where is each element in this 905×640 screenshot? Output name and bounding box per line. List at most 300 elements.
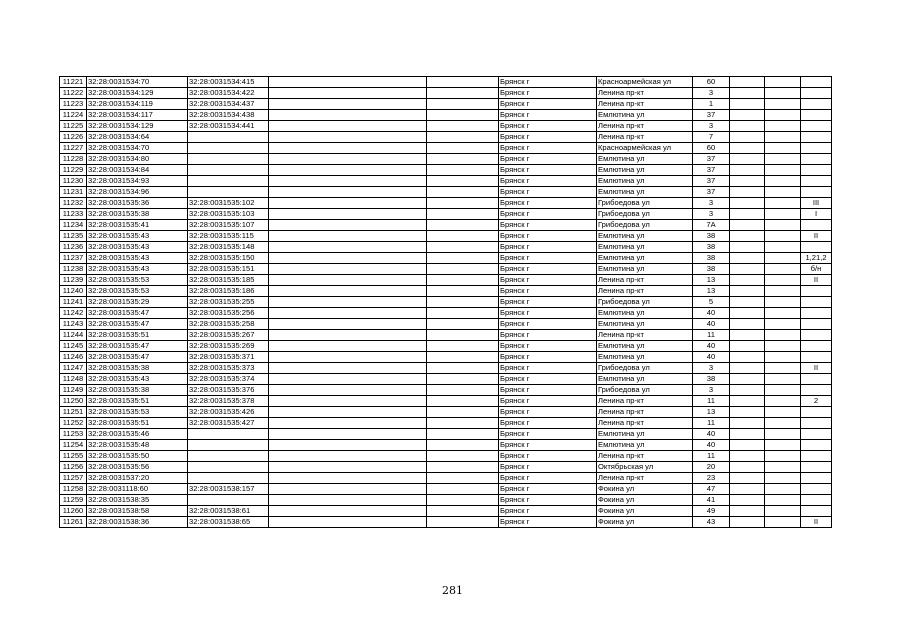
cell-city: Брянск г: [499, 484, 597, 495]
cell-extra: [801, 132, 832, 143]
cell-related-cadastral-number: [188, 154, 269, 165]
cell-empty: [765, 176, 801, 187]
cell-empty: [427, 484, 499, 495]
cell-row-number: 11252: [60, 418, 87, 429]
cell-empty: [427, 77, 499, 88]
cell-row-number: 11256: [60, 462, 87, 473]
cell-row-number: 11228: [60, 154, 87, 165]
cell-empty: [427, 396, 499, 407]
cell-empty: [269, 187, 427, 198]
cell-house-number: 38: [693, 374, 730, 385]
cell-cadastral-number: 32:28:0031535:51: [87, 396, 188, 407]
cell-related-cadastral-number: 32:28:0031534:415: [188, 77, 269, 88]
cell-extra: [801, 77, 832, 88]
cell-cadastral-number: 32:28:0031534:64: [87, 132, 188, 143]
cell-row-number: 11255: [60, 451, 87, 462]
table-row: [60, 165, 832, 176]
table-row: [60, 385, 832, 396]
cell-house-number: 38: [693, 253, 730, 264]
cell-city: Брянск г: [499, 495, 597, 506]
cell-cadastral-number: 32:28:0031535:47: [87, 308, 188, 319]
cell-empty: [427, 330, 499, 341]
cell-empty: [427, 198, 499, 209]
cell-house-number: 40: [693, 429, 730, 440]
cell-extra: I: [801, 209, 832, 220]
cell-extra: 2: [801, 396, 832, 407]
cell-related-cadastral-number: 32:28:0031534:438: [188, 110, 269, 121]
cell-cadastral-number: 32:28:0031535:47: [87, 341, 188, 352]
cell-empty: [765, 374, 801, 385]
cell-empty: [765, 275, 801, 286]
cell-street: Емлютина ул: [597, 319, 693, 330]
cell-city: Брянск г: [499, 198, 597, 209]
table-row: [60, 363, 832, 374]
cell-house-number: 23: [693, 473, 730, 484]
cell-empty: [765, 330, 801, 341]
cell-empty: [730, 121, 765, 132]
cell-extra: [801, 374, 832, 385]
cell-cadastral-number: 32:28:0031535:36: [87, 198, 188, 209]
table-row: [60, 198, 832, 209]
cell-empty: [269, 275, 427, 286]
cell-empty: [269, 220, 427, 231]
cell-extra: [801, 99, 832, 110]
table-row: [60, 495, 832, 506]
cell-empty: [765, 154, 801, 165]
cell-empty: [765, 88, 801, 99]
cell-street: Ленина пр-кт: [597, 88, 693, 99]
cell-row-number: 11230: [60, 176, 87, 187]
cell-related-cadastral-number: 32:28:0031535:256: [188, 308, 269, 319]
cell-empty: [730, 330, 765, 341]
cell-extra: [801, 319, 832, 330]
cell-cadastral-number: 32:28:0031535:47: [87, 319, 188, 330]
cell-cadastral-number: 32:28:0031534:80: [87, 154, 188, 165]
cell-house-number: 37: [693, 154, 730, 165]
cell-empty: [269, 440, 427, 451]
cell-related-cadastral-number: 32:28:0031535:115: [188, 231, 269, 242]
cell-house-number: 13: [693, 407, 730, 418]
cell-empty: [730, 99, 765, 110]
table-row: [60, 121, 832, 132]
cell-cadastral-number: 32:28:0031534:70: [87, 143, 188, 154]
cell-house-number: 40: [693, 319, 730, 330]
cell-street: Красноармейская ул: [597, 143, 693, 154]
cell-street: Емлютина ул: [597, 352, 693, 363]
cell-street: Емлютина ул: [597, 242, 693, 253]
cell-related-cadastral-number: 32:28:0031534:441: [188, 121, 269, 132]
cell-related-cadastral-number: 32:28:0031535:378: [188, 396, 269, 407]
cell-related-cadastral-number: 32:28:0031535:374: [188, 374, 269, 385]
cell-cadastral-number: 32:28:0031535:43: [87, 231, 188, 242]
cell-empty: [730, 286, 765, 297]
cell-row-number: 11234: [60, 220, 87, 231]
cell-empty: [427, 88, 499, 99]
cell-street: Фокина ул: [597, 484, 693, 495]
cell-extra: [801, 451, 832, 462]
cell-empty: [730, 165, 765, 176]
table-row: [60, 253, 832, 264]
cell-city: Брянск г: [499, 231, 597, 242]
table-row: [60, 231, 832, 242]
cell-cadastral-number: 32:28:0031534:129: [87, 88, 188, 99]
cell-street: Грибоедова ул: [597, 198, 693, 209]
cell-extra: [801, 154, 832, 165]
cell-city: Брянск г: [499, 385, 597, 396]
cell-related-cadastral-number: 32:28:0031535:107: [188, 220, 269, 231]
cell-row-number: 11254: [60, 440, 87, 451]
cell-cadastral-number: 32:28:0031535:38: [87, 209, 188, 220]
cell-cadastral-number: 32:28:0031538:58: [87, 506, 188, 517]
cell-row-number: 11246: [60, 352, 87, 363]
table-row: [60, 132, 832, 143]
cell-empty: [730, 308, 765, 319]
cell-cadastral-number: 32:28:0031537:20: [87, 473, 188, 484]
cell-empty: [730, 220, 765, 231]
cell-house-number: 20: [693, 462, 730, 473]
cell-empty: [269, 176, 427, 187]
cell-city: Брянск г: [499, 264, 597, 275]
cell-empty: [765, 407, 801, 418]
table-row: [60, 176, 832, 187]
cell-city: Брянск г: [499, 363, 597, 374]
cell-empty: [730, 110, 765, 121]
table-row: [60, 462, 832, 473]
cell-empty: [269, 242, 427, 253]
cell-row-number: 11224: [60, 110, 87, 121]
cell-city: Брянск г: [499, 374, 597, 385]
cell-city: Брянск г: [499, 176, 597, 187]
table-body: [60, 77, 832, 528]
cell-row-number: 11222: [60, 88, 87, 99]
cell-row-number: 11241: [60, 297, 87, 308]
cell-house-number: 43: [693, 517, 730, 528]
cell-cadastral-number: 32:28:0031534:84: [87, 165, 188, 176]
table-row: [60, 286, 832, 297]
table-row: [60, 220, 832, 231]
cell-empty: [269, 308, 427, 319]
cell-empty: [427, 363, 499, 374]
cell-empty: [269, 363, 427, 374]
cell-city: Брянск г: [499, 110, 597, 121]
table-row: [60, 473, 832, 484]
cell-cadastral-number: 32:28:0031535:43: [87, 242, 188, 253]
cell-house-number: 1: [693, 99, 730, 110]
cell-extra: [801, 143, 832, 154]
cell-empty: [730, 385, 765, 396]
cell-city: Брянск г: [499, 396, 597, 407]
cell-empty: [730, 440, 765, 451]
cell-row-number: 11245: [60, 341, 87, 352]
cell-empty: [765, 352, 801, 363]
cell-empty: [427, 187, 499, 198]
cell-empty: [269, 506, 427, 517]
cell-empty: [427, 165, 499, 176]
cell-city: Брянск г: [499, 286, 597, 297]
cell-related-cadastral-number: 32:28:0031534:437: [188, 99, 269, 110]
cell-empty: [730, 187, 765, 198]
cell-related-cadastral-number: [188, 132, 269, 143]
cell-cadastral-number: 32:28:0031535:53: [87, 275, 188, 286]
cell-empty: [730, 253, 765, 264]
cell-cadastral-number: 32:28:0031538:36: [87, 517, 188, 528]
cell-empty: [427, 418, 499, 429]
cell-city: Брянск г: [499, 187, 597, 198]
cell-empty: [765, 517, 801, 528]
cell-street: Емлютина ул: [597, 341, 693, 352]
cell-empty: [730, 341, 765, 352]
cell-city: Брянск г: [499, 352, 597, 363]
table-row: [60, 374, 832, 385]
cell-empty: [765, 187, 801, 198]
cell-street: Емлютина ул: [597, 110, 693, 121]
cell-empty: [427, 352, 499, 363]
cell-empty: [269, 231, 427, 242]
cell-city: Брянск г: [499, 440, 597, 451]
cell-empty: [427, 242, 499, 253]
cell-empty: [427, 275, 499, 286]
cell-empty: [765, 363, 801, 374]
cell-cadastral-number: 32:28:0031534:119: [87, 99, 188, 110]
cell-cadastral-number: 32:28:0031534:117: [87, 110, 188, 121]
cell-extra: [801, 418, 832, 429]
cell-empty: [730, 264, 765, 275]
cell-house-number: 47: [693, 484, 730, 495]
cell-empty: [269, 495, 427, 506]
table-row: [60, 242, 832, 253]
cell-cadastral-number: 32:28:0031534:93: [87, 176, 188, 187]
cell-extra: [801, 495, 832, 506]
cell-empty: [269, 352, 427, 363]
table-row: [60, 264, 832, 275]
cell-empty: [765, 286, 801, 297]
cell-related-cadastral-number: [188, 473, 269, 484]
table-row: [60, 407, 832, 418]
table-row: [60, 187, 832, 198]
cell-empty: [427, 407, 499, 418]
cell-row-number: 11242: [60, 308, 87, 319]
cell-house-number: 3: [693, 209, 730, 220]
cell-house-number: 40: [693, 352, 730, 363]
cell-street: Ленина пр-кт: [597, 473, 693, 484]
cell-street: Емлютина ул: [597, 374, 693, 385]
table-row: [60, 275, 832, 286]
cell-cadastral-number: 32:28:0031535:38: [87, 363, 188, 374]
cell-city: Брянск г: [499, 330, 597, 341]
cell-cadastral-number: 32:28:0031535:43: [87, 374, 188, 385]
cell-empty: [427, 374, 499, 385]
cell-empty: [427, 297, 499, 308]
cell-street: Грибоедова ул: [597, 385, 693, 396]
cell-empty: [765, 385, 801, 396]
cell-row-number: 11248: [60, 374, 87, 385]
cell-cadastral-number: 32:28:0031535:53: [87, 407, 188, 418]
cell-empty: [730, 231, 765, 242]
cell-empty: [269, 264, 427, 275]
cell-empty: [269, 451, 427, 462]
cell-city: Брянск г: [499, 77, 597, 88]
cell-empty: [269, 209, 427, 220]
cell-row-number: 11232: [60, 198, 87, 209]
cell-empty: [730, 275, 765, 286]
cell-extra: II: [801, 231, 832, 242]
cell-empty: [269, 407, 427, 418]
cell-city: Брянск г: [499, 429, 597, 440]
cell-house-number: 3: [693, 121, 730, 132]
cell-extra: [801, 187, 832, 198]
cell-empty: [730, 77, 765, 88]
cell-street: Емлютина ул: [597, 187, 693, 198]
cell-empty: [269, 517, 427, 528]
cell-row-number: 11226: [60, 132, 87, 143]
cell-empty: [765, 341, 801, 352]
cell-empty: [427, 440, 499, 451]
cell-empty: [730, 495, 765, 506]
cell-city: Брянск г: [499, 88, 597, 99]
cell-empty: [427, 473, 499, 484]
cell-empty: [730, 484, 765, 495]
cell-related-cadastral-number: 32:28:0031534:422: [188, 88, 269, 99]
table-row: [60, 88, 832, 99]
cell-house-number: 38: [693, 231, 730, 242]
cell-extra: [801, 484, 832, 495]
cell-empty: [730, 297, 765, 308]
cell-extra: [801, 330, 832, 341]
cell-empty: [765, 440, 801, 451]
cell-row-number: 11251: [60, 407, 87, 418]
table-row: [60, 77, 832, 88]
cell-empty: [765, 143, 801, 154]
cell-street: Ленина пр-кт: [597, 451, 693, 462]
cell-empty: [427, 495, 499, 506]
cell-empty: [269, 330, 427, 341]
table-row: [60, 99, 832, 110]
cell-empty: [269, 319, 427, 330]
cell-empty: [427, 132, 499, 143]
cell-extra: [801, 440, 832, 451]
cell-cadastral-number: 32:28:0031535:29: [87, 297, 188, 308]
cell-empty: [765, 495, 801, 506]
cell-empty: [730, 352, 765, 363]
cell-extra: [801, 429, 832, 440]
cell-empty: [730, 132, 765, 143]
cell-row-number: 11229: [60, 165, 87, 176]
cell-row-number: 11239: [60, 275, 87, 286]
cell-row-number: 11253: [60, 429, 87, 440]
cell-city: Брянск г: [499, 341, 597, 352]
table-row: [60, 418, 832, 429]
cell-street: Фокина ул: [597, 517, 693, 528]
cell-empty: [765, 231, 801, 242]
cell-row-number: 11227: [60, 143, 87, 154]
cell-street: Емлютина ул: [597, 154, 693, 165]
cell-street: Фокина ул: [597, 506, 693, 517]
cell-row-number: 11235: [60, 231, 87, 242]
cell-cadastral-number: 32:28:0031535:46: [87, 429, 188, 440]
cell-empty: [269, 374, 427, 385]
cell-empty: [730, 363, 765, 374]
cell-house-number: 60: [693, 143, 730, 154]
cell-street: Октябрьская ул: [597, 462, 693, 473]
cell-cadastral-number: 32:28:0031535:48: [87, 440, 188, 451]
cell-empty: [765, 429, 801, 440]
cell-extra: [801, 297, 832, 308]
cell-empty: [765, 473, 801, 484]
cell-row-number: 11231: [60, 187, 87, 198]
table-row: [60, 484, 832, 495]
cell-empty: [765, 451, 801, 462]
cell-related-cadastral-number: 32:28:0031535:371: [188, 352, 269, 363]
cell-empty: [427, 143, 499, 154]
cell-house-number: 13: [693, 286, 730, 297]
cell-extra: [801, 110, 832, 121]
cell-house-number: 38: [693, 242, 730, 253]
cell-empty: [730, 88, 765, 99]
cell-row-number: 11225: [60, 121, 87, 132]
cell-empty: [730, 242, 765, 253]
cell-house-number: 11: [693, 330, 730, 341]
cell-street: Емлютина ул: [597, 264, 693, 275]
cell-related-cadastral-number: 32:28:0031535:258: [188, 319, 269, 330]
cell-empty: [269, 198, 427, 209]
cell-street: Фокина ул: [597, 495, 693, 506]
cell-empty: [269, 396, 427, 407]
cell-house-number: 40: [693, 341, 730, 352]
cell-city: Брянск г: [499, 253, 597, 264]
table-row: [60, 396, 832, 407]
cell-city: Брянск г: [499, 220, 597, 231]
cell-extra: [801, 462, 832, 473]
cell-related-cadastral-number: 32:28:0031535:150: [188, 253, 269, 264]
cell-cadastral-number: 32:28:0031534:96: [87, 187, 188, 198]
cell-house-number: 37: [693, 187, 730, 198]
cell-empty: [427, 517, 499, 528]
cell-empty: [730, 396, 765, 407]
cell-city: Брянск г: [499, 132, 597, 143]
cell-empty: [269, 341, 427, 352]
cell-related-cadastral-number: [188, 440, 269, 451]
cell-empty: [269, 143, 427, 154]
cell-street: Емлютина ул: [597, 165, 693, 176]
cell-empty: [765, 396, 801, 407]
cell-empty: [730, 429, 765, 440]
cell-city: Брянск г: [499, 99, 597, 110]
cell-related-cadastral-number: [188, 495, 269, 506]
cell-related-cadastral-number: 32:28:0031535:376: [188, 385, 269, 396]
cell-row-number: 11233: [60, 209, 87, 220]
cell-city: Брянск г: [499, 143, 597, 154]
cell-empty: [765, 418, 801, 429]
cell-related-cadastral-number: 32:28:0031535:185: [188, 275, 269, 286]
cell-city: Брянск г: [499, 242, 597, 253]
cell-city: Брянск г: [499, 121, 597, 132]
cell-house-number: 7: [693, 132, 730, 143]
cell-street: Емлютина ул: [597, 429, 693, 440]
cell-empty: [730, 517, 765, 528]
table-row: [60, 297, 832, 308]
cell-extra: [801, 506, 832, 517]
cell-empty: [269, 88, 427, 99]
cell-row-number: 11237: [60, 253, 87, 264]
cell-empty: [765, 319, 801, 330]
cell-empty: [765, 110, 801, 121]
cell-empty: [269, 286, 427, 297]
cell-row-number: 11260: [60, 506, 87, 517]
cell-city: Брянск г: [499, 297, 597, 308]
cell-empty: [269, 132, 427, 143]
cell-house-number: 40: [693, 440, 730, 451]
cell-empty: [427, 341, 499, 352]
